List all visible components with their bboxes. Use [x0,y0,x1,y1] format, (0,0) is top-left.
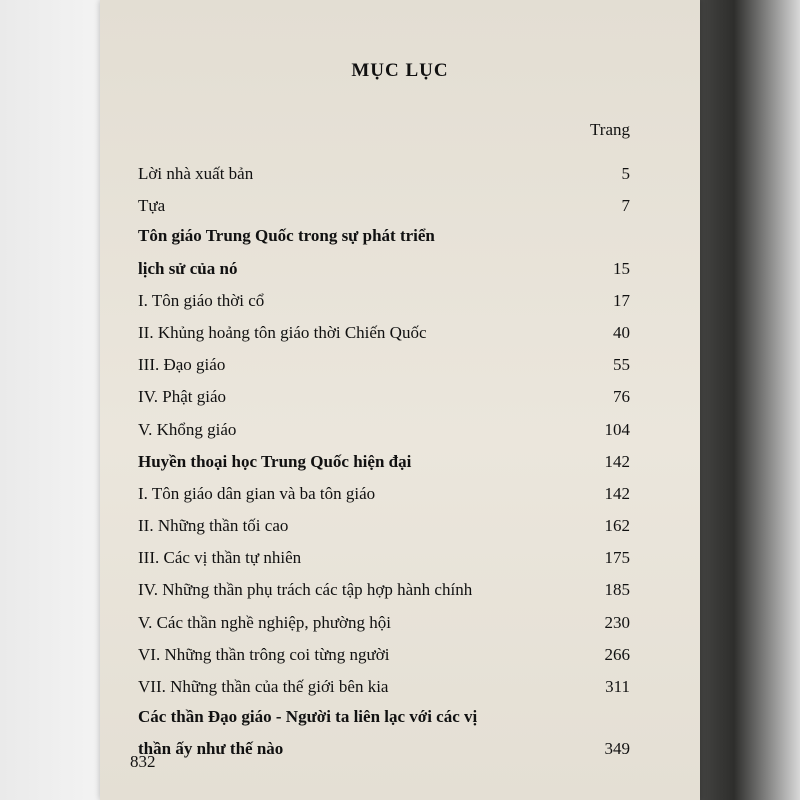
toc-entry-label: Lời nhà xuất bản [138,164,254,184]
toc-entry-label: I. Tôn giáo dân gian và ba tôn giáo [138,483,376,503]
toc-entry [138,182,630,214]
toc-entry-label: II. Khủng hoảng tôn giáo thời Chiến Quốc [138,322,427,342]
toc-section-heading [138,725,630,757]
page-number: 832 [130,752,156,771]
toc-entry-page: 40 [613,322,630,342]
toc-entry [138,405,630,437]
toc-entry [138,598,630,630]
toc-entry-label: IV. Phật giáo [138,387,226,407]
toc-entry-page: 5 [621,164,630,184]
toc-entry-label: III. Đạo giáo [138,355,226,375]
toc-entry [138,309,630,341]
page-title: MỤC LỤC [351,60,449,81]
toc-list [138,150,630,757]
toc-entry-page: 7 [621,196,630,216]
toc-entry-label: IV. Những thần phụ trách các tập hợp hành chính [138,580,473,600]
toc-entry [138,566,630,598]
toc-entry-page: 142 [604,451,630,471]
toc-entry [138,502,630,534]
toc-entry-label: I. Tôn giáo thời cổ [138,290,265,310]
toc-entry-label: V. Các thần nghề nghiệp, phường hội [138,612,392,632]
toc-entry [138,470,630,502]
toc-section-heading [138,438,630,470]
toc-entry-page: 104 [604,419,630,439]
toc-entry-label: Tựa [138,196,166,216]
toc-entry [138,373,630,405]
toc-entry [138,277,630,309]
toc-entry-label: Tôn giáo Trung Quốc trong sự phát triển [138,226,435,246]
toc-entry-label: VII. Những thần của thế giới bên kia [138,677,389,696]
toc-entry [138,341,630,373]
toc-entry-page: 55 [613,355,630,375]
toc-entry-page: 230 [604,612,630,632]
toc-entry-label: VI. Những thần trông coi từng người [138,644,390,664]
toc-entry-page: 349 [604,739,630,759]
toc-entry [138,631,630,663]
toc-entry [138,534,630,566]
toc-entry-page: 266 [604,644,630,664]
toc-entry-page: 162 [604,516,630,536]
toc-entry-page: 311 [605,677,630,696]
toc-entry-label: lịch sử của nó [138,258,238,278]
toc-entry-label: V. Khổng giáo [138,419,237,439]
toc-section-heading [138,695,630,725]
toc-entry-label: III. Các vị thần tự nhiên [138,548,302,568]
background-right [690,0,800,800]
page-column-label: Trang [590,120,630,139]
toc-entry-label: II. Những thần tối cao [138,516,289,536]
toc-entry [138,150,630,182]
background-left [0,0,112,800]
toc-entry-page: 185 [604,580,630,600]
toc-entry-label: Huyền thoại học Trung Quốc hiện đại [138,451,412,471]
toc-section-heading [138,244,630,276]
toc-entry-page: 175 [604,548,630,568]
toc-section-heading [138,214,630,244]
toc-entry-label: thần ấy như thế nào [138,739,284,759]
toc-entry [138,663,630,695]
toc-entry-page: 142 [604,483,630,503]
toc-entry-page: 15 [613,258,630,278]
toc-entry-label: Các thần Đạo giáo - Người ta liên lạc với các vị [138,707,478,726]
book-page [100,0,700,800]
toc-entry-page: 76 [613,387,630,407]
toc-entry-page: 17 [613,290,630,310]
